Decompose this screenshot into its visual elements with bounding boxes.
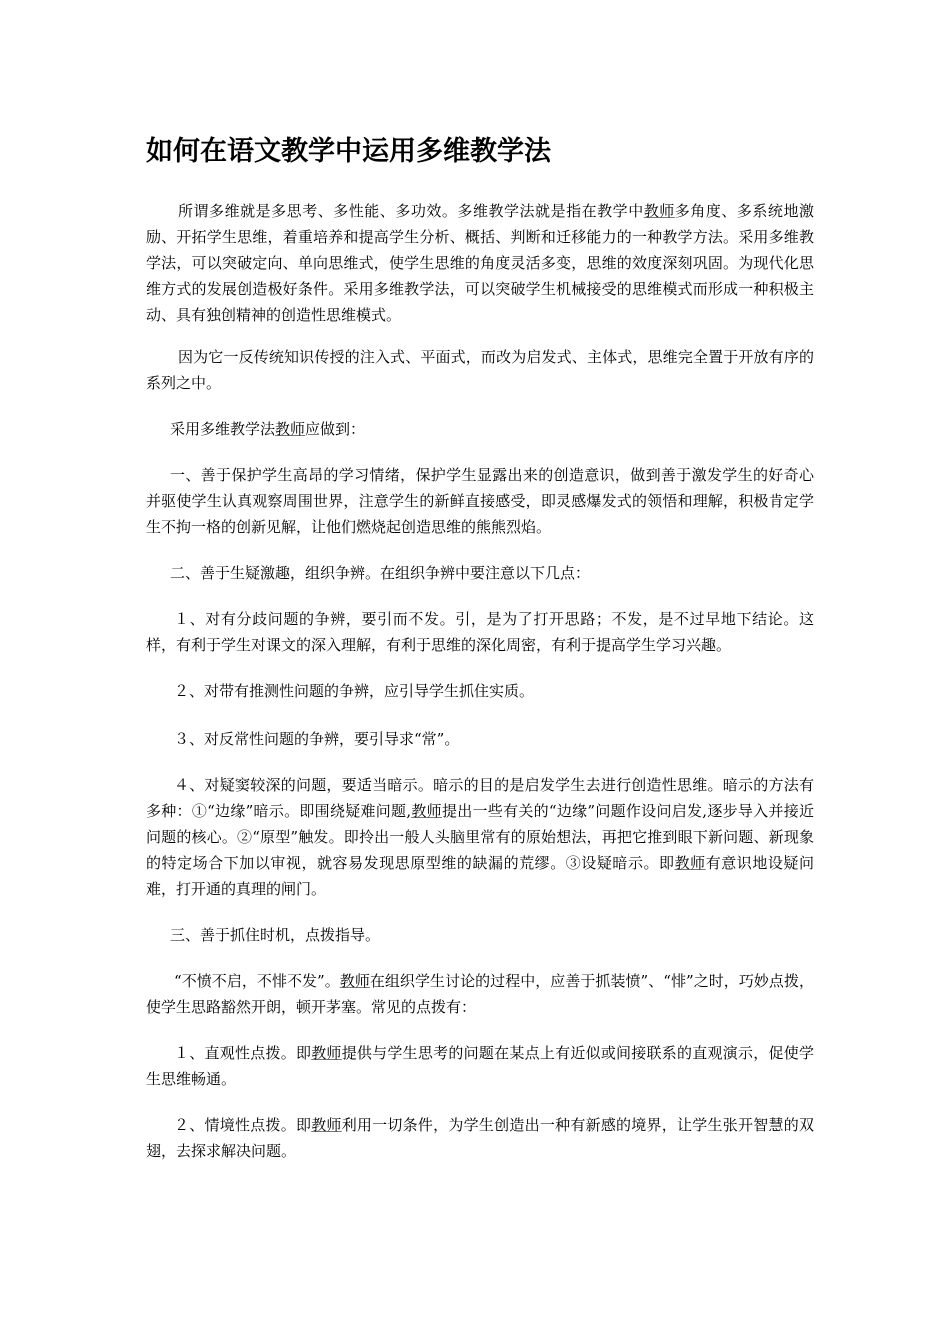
paragraph-text: 多角度、多系统地激励、开拓学生思维，着重培养和提高学生分析、概括、判断和迁移能力的一种教学方法。采用多维教学法，可以突破定向、单向思维式，使学生思维的角度灵活多变，思维的效度深刻巩固。为现代化思维方式的发展创造极好条件。采用多维教学法，可以突破学生机械接受的思维模式而形成一种积极主动、具有独创精神的创造性思维模式。 xyxy=(146,202,814,324)
teacher-link[interactable]: 教师 xyxy=(311,1044,342,1062)
paragraph-text: 利用一切条件，为学生创造出一种有新感的境界，让学生张开智慧的双翅，去探求解决问题。 xyxy=(146,1116,814,1160)
paragraph-text: 在组织学生讨论的过程中，应善于抓装愤”、“悱”之时，巧妙点拨，使学生思路豁然开朗，顿开茅塞。常见的点拨有： xyxy=(146,972,814,1016)
paragraph xyxy=(146,462,814,540)
paragraph-text: 提出一些有关的“边缘”问题作设问启发,逐步导入并接近问题的核心。②“原型”触发。即拎出一般人头脑里常有的原始想法，再把它推到眼下新问题、新现象的特定场合下加以审视，就容易发现思原型维的缺漏的荒缪。③设疑暗示。即 xyxy=(146,802,814,872)
paragraph xyxy=(146,1112,814,1164)
paragraph-text: 因为它一反传统知识传授的注入式、平面式，而改为启发式、主体式，思维完全置于开放有序的系列之中。 xyxy=(146,348,814,392)
teacher-link[interactable]: 教师 xyxy=(339,972,370,990)
paragraph xyxy=(146,968,814,1020)
teacher-link[interactable]: 教师 xyxy=(643,202,675,220)
paragraph xyxy=(146,344,814,396)
paragraph-text: 一、善于保护学生高昂的学习情绪，保护学生显露出来的创造意识，做到善于激发学生的好奇心并驱使学生认真观察周围世界，注意学生的新鲜直接感受，即灵感爆发式的领悟和理解，积极肯定学生不拘一格的创新见解，让他们燃烧起创造思维的熊熊烈焰。 xyxy=(146,466,814,536)
teacher-link[interactable]: 教师 xyxy=(275,420,306,438)
paragraph xyxy=(146,198,814,328)
paragraph-text: ２、对带有推测性问题的争辨，应引导学生抓住实质。 xyxy=(174,682,535,700)
paragraph-text: 所谓多维就是多思考、多性能、多功效。多维教学法就是指在教学中 xyxy=(178,202,644,220)
paragraph xyxy=(146,606,814,658)
paragraph-text: ３、对反常性问题的争辨，要引导求“常”。 xyxy=(174,730,460,748)
paragraph xyxy=(146,678,814,704)
paragraph xyxy=(146,726,814,752)
paragraph xyxy=(146,560,814,586)
teacher-link[interactable]: 教师 xyxy=(411,802,442,820)
teacher-link[interactable]: 教师 xyxy=(311,1116,342,1134)
paragraph xyxy=(146,772,814,902)
paragraph-text: 应做到： xyxy=(305,420,366,438)
paragraph xyxy=(146,922,814,948)
paragraph-text: “不愤不启，不悱不发”。 xyxy=(174,972,340,990)
paragraph-text: １、直观性点拨。即 xyxy=(174,1044,312,1062)
paragraph-text: 二、善于生疑激趣，组织争辨。在组织争辨中要注意以下几点： xyxy=(170,564,591,582)
paragraph-text: 提供与学生思考的问题在某点上有近似或间接联系的直观演示，促使学生思维畅通。 xyxy=(146,1044,814,1088)
paragraph xyxy=(146,1040,814,1092)
paragraph-text: 有意识地设疑问难，打开通的真理的闸门。 xyxy=(146,854,814,898)
paragraph-text: ４、对疑窦较深的问题，要适当暗示。暗示的目的是启发学生去进行创造性思维。暗示的方法有多种：①“边缘”暗示。即围绕疑难问题, xyxy=(146,776,814,820)
paragraph xyxy=(146,416,814,442)
paragraph-text: ２、情境性点拨。即 xyxy=(174,1116,312,1134)
paragraph-text: １、对有分歧问题的争辨，要引而不发。引，是为了打开思路；不发，是不过早地下结论。这样，有利于学生对课文的深入理解，有利于思维的深化周密，有利于提高学生学习兴趣。 xyxy=(146,610,814,654)
teacher-link[interactable]: 教师 xyxy=(674,854,706,872)
paragraph-text: 三、善于抓住时机，点拨指导。 xyxy=(170,926,381,944)
document-title: 如何在语文教学中运用多维教学法 xyxy=(146,136,551,167)
paragraph-text: 采用多维教学法 xyxy=(170,420,276,438)
